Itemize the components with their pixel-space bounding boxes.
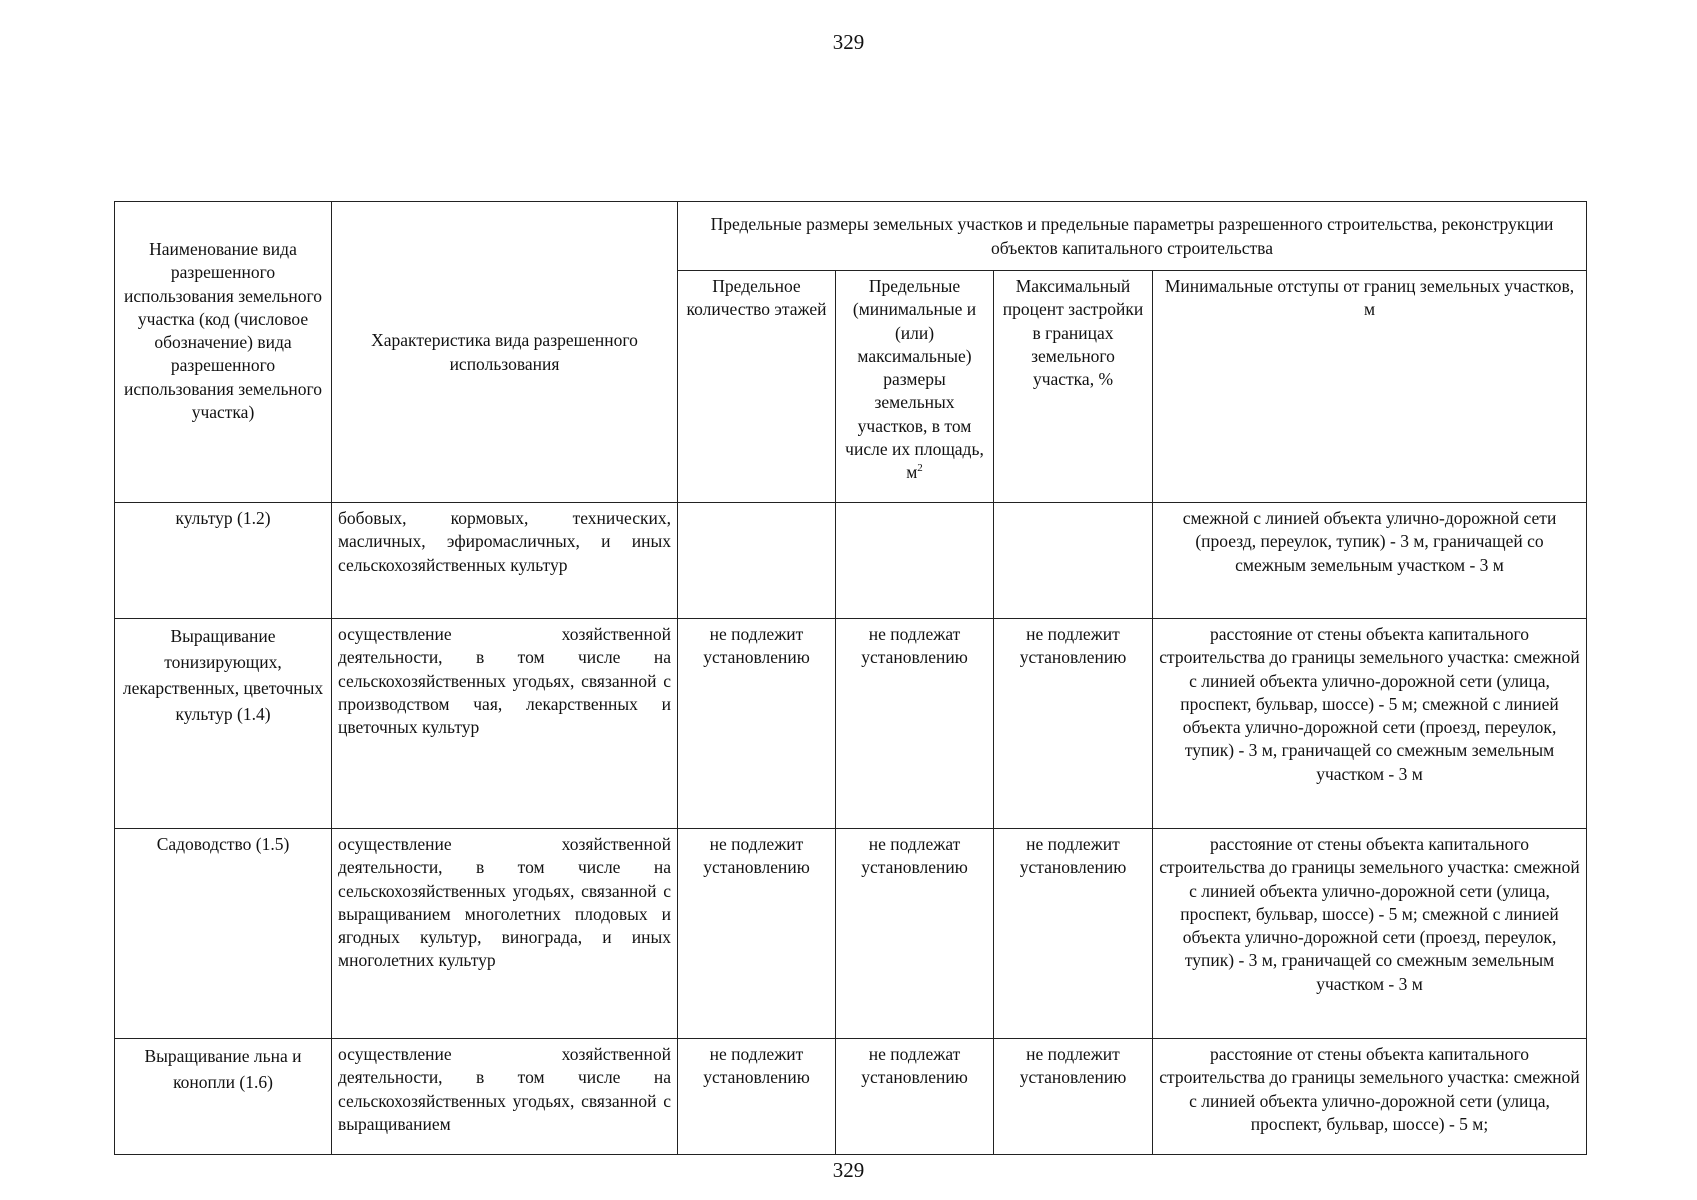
header-setbacks-text: Минимальные отступы от границ земельных участков, м bbox=[1164, 276, 1575, 320]
row-percent-cell bbox=[994, 829, 1153, 1039]
row-description-cell bbox=[332, 829, 678, 1039]
row-floors-cell bbox=[678, 829, 836, 1039]
row-floors-cell bbox=[678, 1039, 836, 1155]
table-row bbox=[115, 1039, 1587, 1155]
header-area-cell bbox=[836, 271, 994, 503]
row-description: осуществление хозяйственной деятельности, в том числе на сельскохозяйственных угодьях, связанной с выращиванием bbox=[338, 1044, 671, 1134]
header-area-sup: 2 bbox=[917, 462, 923, 475]
row-percent-cell bbox=[994, 503, 1153, 619]
row-name-cell bbox=[115, 619, 332, 829]
row-name: Садоводство (1.5) bbox=[156, 834, 290, 854]
table-row bbox=[115, 503, 1587, 619]
land-use-table bbox=[114, 201, 1587, 1155]
row-setbacks-cell bbox=[1153, 829, 1587, 1039]
row-area-cell bbox=[836, 1039, 994, 1155]
row-floors: не подлежит установлению bbox=[703, 624, 810, 668]
row-percent: не подлежит установлению bbox=[1019, 1044, 1127, 1088]
row-floors-cell bbox=[678, 619, 836, 829]
header-area-text: Предельные (минимальные и (или) максимальные) размеры земельных участков, в том числе их площадь, м bbox=[845, 276, 984, 483]
row-area-cell bbox=[836, 829, 994, 1039]
header-percent-text: Максимальный процент застройки в границах земельного участка, % bbox=[1002, 276, 1144, 390]
row-area-cell bbox=[836, 619, 994, 829]
row-setbacks: расстояние от стены объекта капитального строительства до границы земельного участка: смежной с линией объекта улично-дорожной сети (улица, проспект, бульвар, шоссе) - 5 м; bbox=[1159, 1044, 1580, 1134]
header-group-cell bbox=[678, 202, 1587, 271]
header-setbacks-cell bbox=[1153, 271, 1587, 503]
row-description-cell bbox=[332, 1039, 678, 1155]
row-setbacks: смежной с линией объекта улично-дорожной сети (проезд, переулок, тупик) - 3 м, граничащей со смежным земельным участком - 3 м bbox=[1182, 508, 1557, 575]
row-name: культур (1.2) bbox=[175, 508, 271, 528]
row-setbacks-cell bbox=[1153, 619, 1587, 829]
row-floors: не подлежит установлению bbox=[703, 834, 810, 878]
row-description: бобовых, кормовых, технических, масличных, эфиромасличных, и иных сельскохозяйственных культур bbox=[338, 508, 671, 575]
row-description-cell bbox=[332, 619, 678, 829]
page-number-top: 329 bbox=[832, 30, 865, 54]
row-percent: не подлежит установлению bbox=[1019, 834, 1127, 878]
row-description: осуществление хозяйственной деятельности, в том числе на сельскохозяйственных угодьях, связанной с производством чая, лекарственных и цветочных культур bbox=[338, 624, 671, 738]
header-group-text: Предельные размеры земельных участков и предельные параметры разрешенного строительства, реконструкции объектов капитального строительства bbox=[710, 214, 1554, 258]
row-floors-cell bbox=[678, 503, 836, 619]
row-name: Выращивание тонизирующих, лекарственных, цветочных культур (1.4) bbox=[122, 626, 324, 724]
row-percent: не подлежит установлению bbox=[1019, 624, 1127, 668]
table-row bbox=[115, 619, 1587, 829]
row-name-cell bbox=[115, 829, 332, 1039]
row-setbacks-cell bbox=[1153, 503, 1587, 619]
row-name-cell bbox=[115, 1039, 332, 1155]
row-area: не подлежат установлению bbox=[861, 1044, 968, 1088]
header-description-cell bbox=[332, 202, 678, 503]
header-row-1 bbox=[115, 202, 1587, 271]
row-percent-cell bbox=[994, 619, 1153, 829]
row-name: Выращивание льна и конопли (1.6) bbox=[144, 1046, 302, 1092]
header-name-text: Наименование вида разрешенного использования земельного участка (код (числовое обозначение) вида разрешенного использования земельного участка) bbox=[123, 239, 323, 423]
header-floors-text: Предельное количество этажей bbox=[686, 276, 827, 320]
row-floors: не подлежит установлению bbox=[703, 1044, 810, 1088]
row-area-cell bbox=[836, 503, 994, 619]
row-percent-cell bbox=[994, 1039, 1153, 1155]
header-percent-cell bbox=[994, 271, 1153, 503]
header-name-cell bbox=[115, 202, 332, 503]
row-description-cell bbox=[332, 503, 678, 619]
row-setbacks: расстояние от стены объекта капитального строительства до границы земельного участка: смежной с линией объекта улично-дорожной сети (улица, проспект, бульвар, шоссе) - 5 м; смежной с линией объекта улично-дорожной сети (проезд, переулок, тупик) - 3 м, граничащей со смежным земельным участком - 3 м bbox=[1159, 624, 1580, 784]
row-description: осуществление хозяйственной деятельности, в том числе на сельскохозяйственных угодьях, связанной с выращиванием многолетних плодовых и ягодных культур, винограда, и иных многолетних культур bbox=[338, 834, 671, 971]
page-number-bottom: 329 bbox=[832, 1158, 865, 1182]
row-area: не подлежат установлению bbox=[861, 624, 968, 668]
row-area: не подлежат установлению bbox=[861, 834, 968, 878]
header-floors-cell bbox=[678, 271, 836, 503]
header-description-text: Характеристика вида разрешенного использования bbox=[371, 330, 638, 374]
row-name-cell bbox=[115, 503, 332, 619]
row-setbacks: расстояние от стены объекта капитального строительства до границы земельного участка: смежной с линией объекта улично-дорожной сети (улица, проспект, бульвар, шоссе) - 5 м; смежной с линией объекта улично-дорожной сети (проезд, переулок, тупик) - 3 м, граничащей со смежным земельным участком - 3 м bbox=[1159, 834, 1580, 994]
table-row bbox=[115, 829, 1587, 1039]
row-setbacks-cell bbox=[1153, 1039, 1587, 1155]
